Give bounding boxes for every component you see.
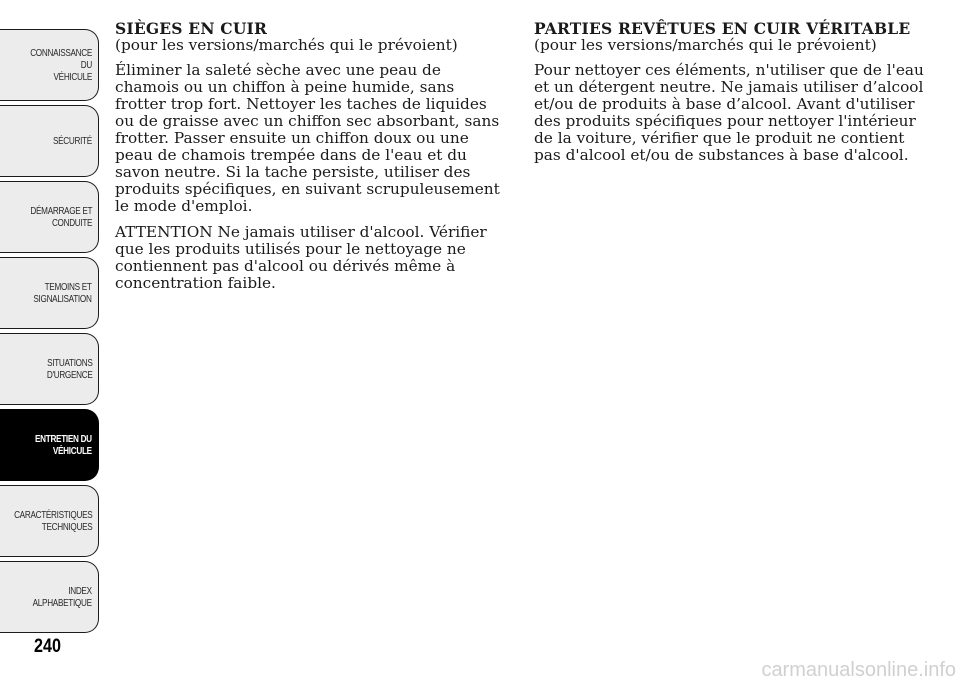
tab-connaissance-du-vehicule[interactable] [0,29,99,101]
tab-label: TEMOINS ET SIGNALISATION [33,281,92,305]
warning-paragraph: ATTENTION Ne jamais utiliser d'alcool. Vérifier que les produits utilisés pour le nettoyage ne contiennent pas d'alcool ou dérivés même à concentration faible. [115,223,487,292]
tab-demarrage-et-conduite[interactable] [0,181,99,253]
tab-label: INDEX ALPHABETIQUE [32,585,92,609]
paragraph: Pour nettoyer ces éléments, n'utiliser que de l'eau et un détergent neutre. Ne jamais utiliser d’alcool et/ou de produits à base d’alcool. Avant d'utiliser des produits spécifiques pour nettoyer l'intérieur de la voiture, vérifier que le produit ne contient pas d'alcool et/ou de substances à base d'alcool. [534,61,924,164]
section-title: SIÈGES EN CUIR [115,19,268,38]
tab-entretien-du-vehicule[interactable] [0,409,99,481]
tab-caracteristiques-techniques[interactable] [0,485,99,557]
tab-label: DÉMARRAGE ET CONDUITE [30,205,92,229]
tab-label: SÉCURITÉ [53,135,92,147]
page-number: 240 [34,636,61,657]
tab-label: CARACTÉRISTIQUES TECHNIQUES [13,509,92,533]
leather-seats-section [115,20,500,301]
tab-securite[interactable] [0,105,99,177]
tab-label: SITUATIONS D'URGENCE [46,357,92,381]
watermark: carmanualsonline.info [761,659,956,681]
genuine-leather-parts-section [534,20,929,173]
tab-index-alphabetique[interactable] [0,561,99,633]
tab-label: ENTRETIEN DU VÉHICULE [35,433,92,457]
tab-situations-durgence[interactable] [0,333,99,405]
section-title: PARTIES REVÊTUES EN CUIR VÉRITABLE [534,19,911,38]
section-subtitle: (pour les versions/marchés qui le prévoient) [115,36,458,54]
tab-temoins-et-signalisation[interactable] [0,257,99,329]
paragraph: Éliminer la saleté sèche avec une peau de chamois ou un chiffon à peine humide, sans frotter trop fort. Nettoyer les taches de liquides ou de graisse avec un chiffon sec absorbant, sans frotter. Passer ensuite un chiffon doux ou une peau de chamois trempée dans de l'eau et du savon neutre. Si la tache persiste, utiliser des produits spécifiques, en suivant scrupuleusement le mode d'emploi. [115,61,500,215]
tab-label: CONNAISSANCE DU VÉHICULE [30,47,92,83]
section-subtitle: (pour les versions/marchés qui le prévoient) [534,36,877,54]
